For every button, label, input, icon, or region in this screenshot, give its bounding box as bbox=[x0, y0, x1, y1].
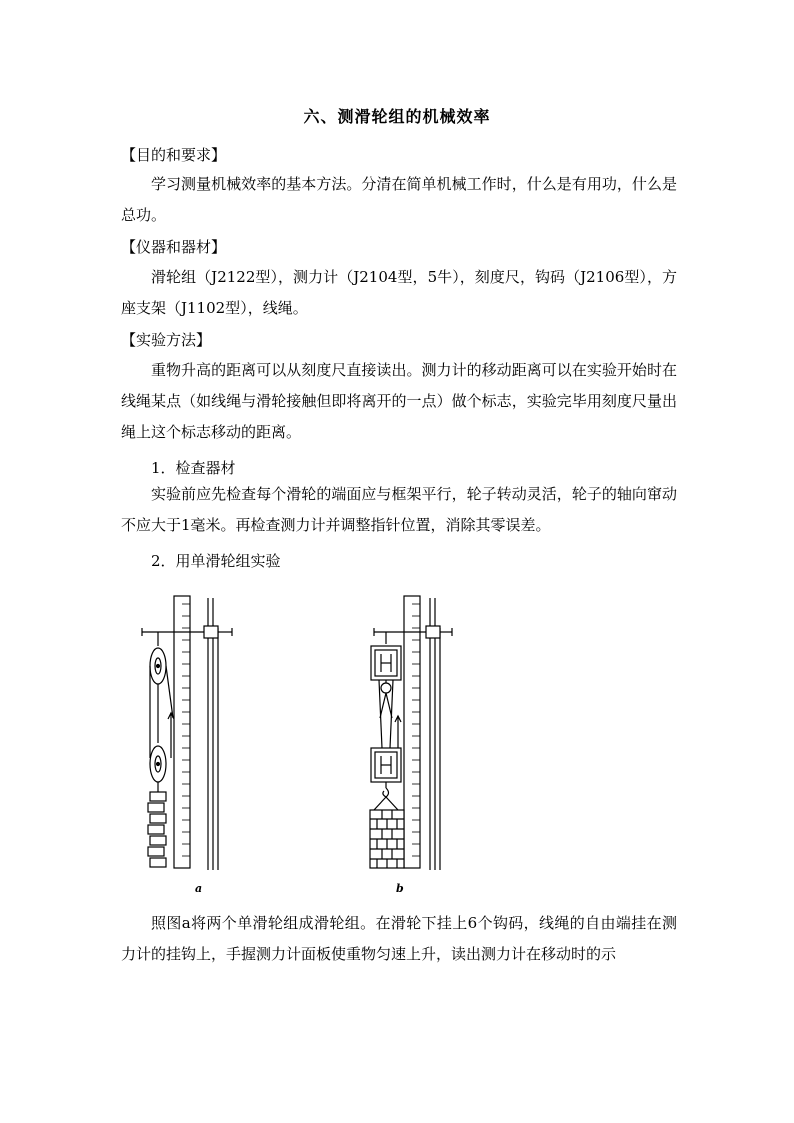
pulley-diagram bbox=[130, 588, 460, 900]
step-1-text: 实验前应先检查每个滑轮的端面应与框架平行，轮子转动灵活，轮子的轴向窜动不应大于1毫米。再检查测力计并调整指针位置，消除其零误差。 bbox=[121, 485, 677, 534]
step-2-label: 2．用单滑轮组实验 bbox=[151, 552, 281, 570]
page-title: 六、测滑轮组的机械效率 bbox=[303, 107, 491, 126]
purpose-text: 学习测量机械效率的基本方法。分清在简单机械工作时，什么是有用功，什么是总功。 bbox=[121, 175, 677, 224]
method-text: 重物升高的距离可以从刻度尺直接读出。测力计的移动距离可以在实验开始时在线绳某点（如线绳与滑轮接触但即将离开的一点）做个标志，实验完毕用刻度尺量出绳上这个标志移动的距离。 bbox=[121, 361, 677, 441]
figure-caption-a: a bbox=[195, 882, 203, 895]
equipment-text: 滑轮组（J2122型），测力计（J2104型，5牛），刻度尺，钩码（J2106型），方座支架（J1102型），线绳。 bbox=[121, 268, 677, 317]
equipment-heading: 【仪器和器材】 bbox=[121, 238, 227, 256]
purpose-heading: 【目的和要求】 bbox=[121, 146, 227, 164]
figure-caption-b: b bbox=[396, 882, 404, 895]
pulley-figure bbox=[130, 588, 460, 900]
step-1-label: 1．检查器材 bbox=[151, 459, 236, 477]
method-heading: 【实验方法】 bbox=[121, 331, 212, 349]
step-2-text: 照图a将两个单滑轮组成滑轮组。在滑轮下挂上6个钩码，线绳的自由端挂在测力计的挂钩上，手握测力计面板使重物匀速上升，读出测力计在移动时的示 bbox=[121, 914, 677, 963]
